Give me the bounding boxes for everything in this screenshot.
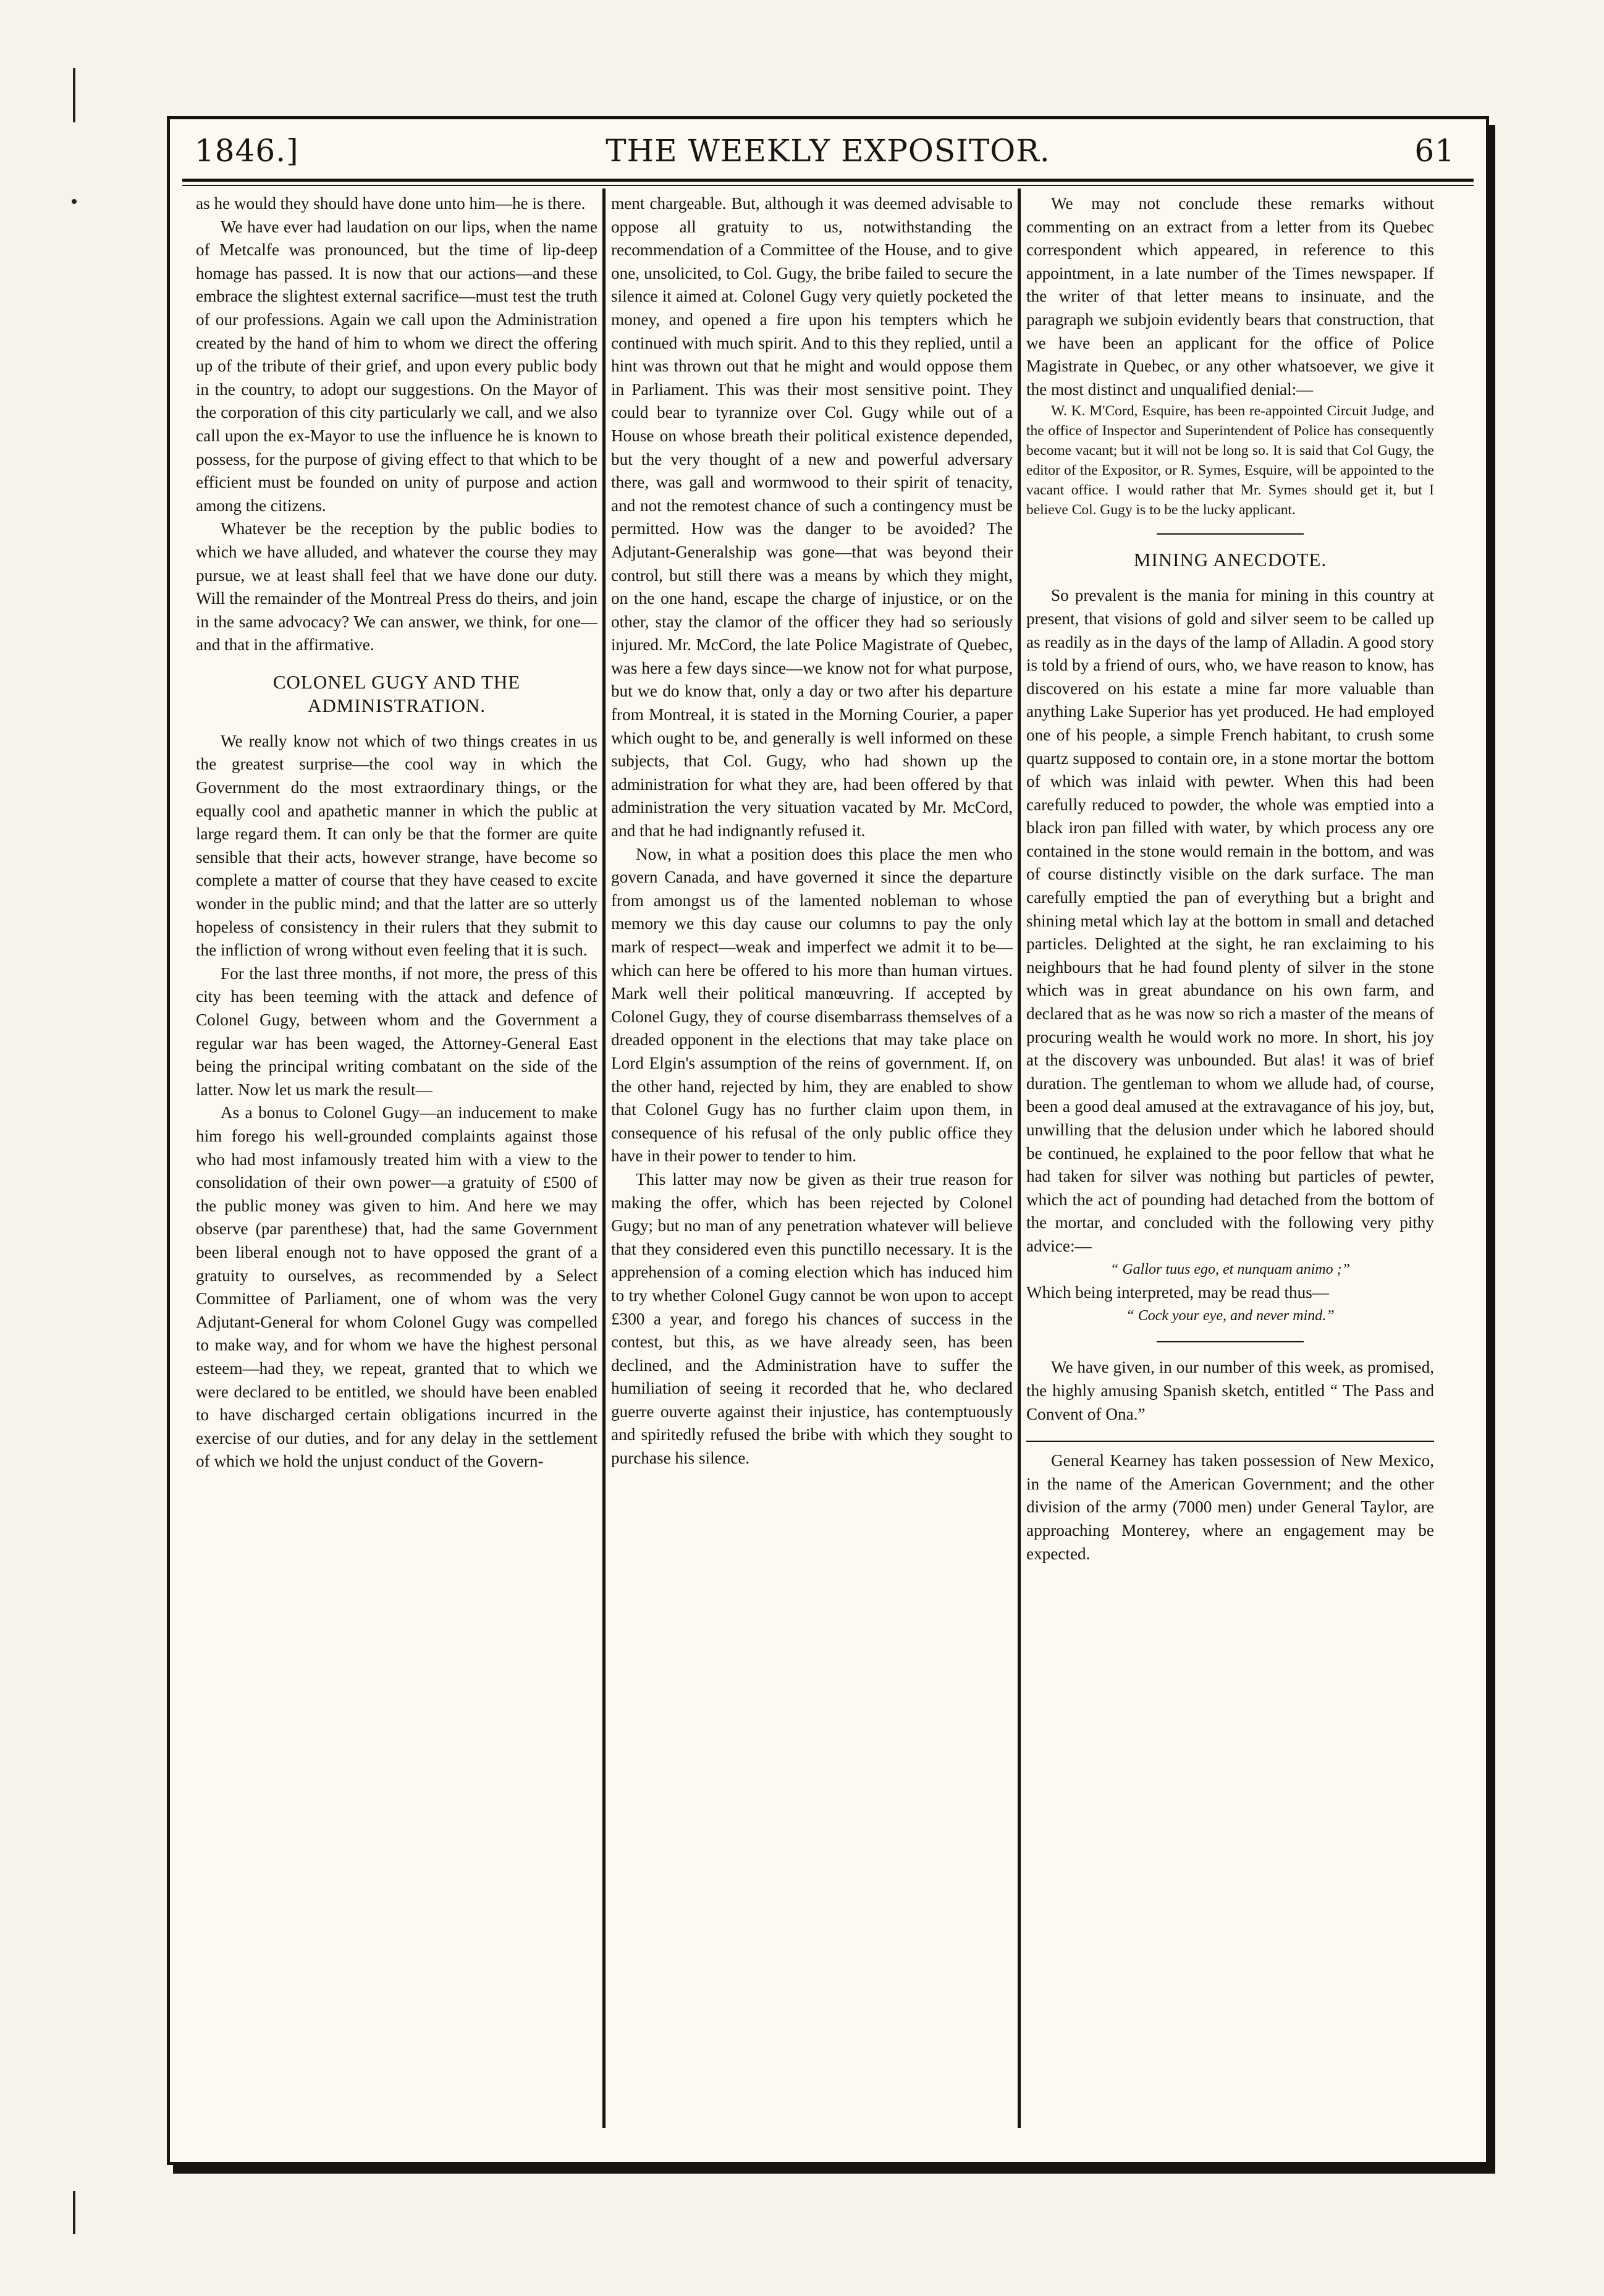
newspaper-title: THE WEEKLY EXPOSITOR. — [606, 133, 1050, 169]
margin-mark — [73, 68, 75, 122]
newspaper-page — [167, 116, 1489, 2165]
paragraph: As a bonus to Colonel Gugy—an inducement to make him forego his well-grounded complaints against those who had most infamously treated him with a view to the consolidation of their own power—a gratuity of £500 of the public money was given to him. And here we may observe (par parenthese) that, had the same Government been liberal enough not to have opposed the grant of a gratuity to ourselves, as recommended by a Select Committee of Parliament, one of whom was the very Adjutant-General for whom Colonel Gugy was compelled to make way, and for whom we have the highest personal esteem—had they, we repeat, granted that to which we were declared to be entitled, we should have been enabled to have discharged certain obligations incurred in the exercise of our duties, and for any delay in the settlement of which we hold the unjust conduct of the Govern- — [196, 1103, 597, 1471]
paragraph: ment chargeable. But, although it was deemed advisable to oppose all gratuity to us, notwithstanding the recommendation of a Committee of the House, and to give one, unsolicited, to Col. Gugy, the bribe failed to secure the silence it aimed at. Colonel Gugy very quietly pocketed the money, and opened a fire upon his tempters which he continued with much spirit. And to this they replied, until a hint was thrown out that he might and would oppose them in Parliament. This was their most sensitive point. They could bear to tyrannize over Col. Gugy while out of a House on whose breath their political existence depended, but the very thought of a new and powerful adversary there, was gall and wormwood to their spirit of tenacity, and not the remotest chance of such a contingency must be permitted. How was the danger to be avoided? The Adjutant-Generalship was gone—that was beyond their control, but still there was a means by which they might, on the one hand, escape the charge of injustice, or on the other, stay the clamor of the officer they had so seriously injured. Mr. McCord, the late Police Magistrate of Quebec, was here a few days since—we know not for what purpose, but we do know that, only a day or two after his departure from Montreal, it is stated in the Morning Courier, a paper which ought to be, and generally is well informed on these subjects, that Col. Gugy, who had shown up the administration for what they are, had been offered by that administration the very situation vacated by Mr. McCord, and that he had indignantly refused it. — [611, 194, 1013, 841]
paragraph: as he would they should have done unto him—he is there. — [196, 194, 586, 213]
column-middle — [611, 192, 1013, 2128]
section-divider — [1157, 533, 1304, 535]
page-header — [188, 133, 1467, 176]
column-rule — [602, 189, 606, 2128]
article-heading: COLONEL GUGY AND THE ADMINISTRATION. — [272, 671, 521, 716]
margin-mark — [73, 2191, 75, 2234]
article-heading: MINING ANECDOTE. — [1133, 549, 1327, 571]
paragraph: Whatever be the reception by the public bodies to which we have alluded, and whatever the course they may pursue, we at least shall feel that we have done our duty. Will the remainder of the Montreal Press do theirs, and join in the same advocacy? We can answer, we think, for one—and that in the affirmative. — [196, 519, 597, 654]
translation-quote: “ Cock your eye, and never mind.” — [1126, 1307, 1335, 1324]
column-rule — [1018, 189, 1021, 2128]
section-divider — [1157, 1341, 1304, 1342]
paragraph: We have ever had laudation on our lips, when the name of Metcalfe was pronounced, but the time of lip-deep homage has passed. It is now that our actions—and these embrace the slightest external sacrifice—must test the truth of our professions. Again we call upon the Administration created by the hand of him to whom we direct the offering up of the tribute of their grief, and upon every public body in the country, to adopt our suggestions. On the Mayor of the corporation of this city particularly we call, and we also call upon the ex-Mayor to use the influence he is known to possess, for the purpose of giving effect to that which to be efficient must be founded on unity of purpose and action among the citizens. — [196, 217, 597, 515]
latin-quote: “ Gallor tuus ego, et nunquam animo ;” — [1110, 1261, 1350, 1277]
paragraph: Which being interpreted, may be read thus— — [1026, 1283, 1329, 1302]
column-right — [1026, 192, 1434, 2128]
header-rule — [182, 179, 1474, 182]
header-year: 1846.] — [195, 133, 299, 169]
margin-mark — [72, 199, 77, 204]
paragraph: General Kearney has taken possession of New Mexico, in the name of the American Government; and the other division of the army (7000 men) under General Taylor, are approaching Monterey, where an engagement may be expected. — [1026, 1451, 1434, 1563]
paragraph: For the last three months, if not more, the press of this city has been teeming with the attack and defence of Colonel Gugy, between whom and the Government a regular war has been waged, the Attorney-General East being the principal writing combatant on the side of the latter. Now let us mark the result— — [196, 964, 597, 1099]
header-rule — [182, 185, 1474, 186]
paragraph: We may not conclude these remarks without commenting on an extract from a letter from its Quebec correspondent which appeared, in reference to this appointment, in a late number of the Times newspaper. If the writer of that letter means to insinuate, and the paragraph we subjoin evidently bears that construction, that we have been an applicant for the office of Police Magistrate in Quebec, or any other whatsoever, we give it the most distinct and unqualified denial:— — [1026, 194, 1434, 399]
paragraph: This latter may now be given as their true reason for making the offer, which has been rejected by Colonel Gugy; but no man of any penetration whatever will believe that they considered even this punctillo necessary. It is the apprehension of a coming election which has induced him to try whether Colonel Gugy cannot be won upon to accept £300 a year, and forego his chances of success in the contest, but this, as we have already seen, has been declined, and the Administration have to suffer the humiliation of seeing it recorded that he, who declared guerre ouverte against their injustice, has contemptuously and spiritedly refused the bribe with which they sought to purchase his silence. — [611, 1169, 1013, 1468]
paragraph: Now, in what a position does this place the men who govern Canada, and have governed it since the departure from amongst us of the lamented nobleman to whose memory we this day cause our columns to pay the only mark of respect—weak and imperfect we admit it to be—which can here be offered to his more than human virtues. Mark well their political manœuvring. If accepted by Colonel Gugy, they of course disembarrass themselves of a dreaded opponent in the elections that may take place on Lord Elgin's assumption of the reins of government. If, on the other hand, rejected by him, they are enabled to show that Colonel Gugy has no further claim upon them, in consequence of his refusal of the only public office they have in their power to tender to him. — [611, 844, 1013, 1166]
quoted-notice: W. K. M'Cord, Esquire, has been re-appointed Circuit Judge, and the office of Inspector and Superintendent of Police has consequently become vacant; but it will not be long so. It is said that Col Gugy, the editor of the Expositor, or R. Symes, Esquire, will be appointed to the vacant office. I would rather that Mr. Symes should get it, but I believe Col. Gugy is to be the lucky applicant. — [1026, 403, 1434, 519]
paragraph: We really know not which of two things creates in us the greatest surprise—the cool way in which the Government do the most extraordinary things, or the equally cool and apathetic manner in which the public at large regard them. It can only be that the former are quite sensible that their acts, however strange, have become so complete a matter of course that they have ceased to excite wonder in the public mind; and that the latter are so utterly hopeless of consistency in their rulers that they submit to the infliction of wrong without even feeling that it is such. — [196, 731, 597, 960]
column-left — [196, 192, 597, 2128]
section-divider — [1026, 1441, 1434, 1442]
paragraph: So prevalent is the mania for mining in this country at present, that visions of gold and silver seem to be called up as readily as in the days of the lamp of Alladin. A good story is told by a friend of ours, who, we have reason to know, has discovered on his estate a mine far more valuable than anything Lake Superior has yet produced. He had employed one of his people, a simple French habitant, to crush some quartz supposed to contain ore, in a stone mortar the bottom of which was inlaid with pewter. When this had been carefully reduced to powder, the whole was emptied into a black iron pan filled with water, by which process any ore contained in the stone would remain in the bottom, and was of course distinctly visible on the dark surface. The man carefully emptied the pan of everything but a bright and shining metal which lay at the bottom in small and detached particles. Delighted at the sight, he ran exclaiming to his neighbours that he had found plenty of silver in the stone which was in great abundance on his own farm, and declared that as he was now so rich a master of the means of procuring wealth he would work no more. In short, his joy at the discovery was unbounded. But alas! it was of brief duration. The gentleman to whom we allude had, of course, been a good deal amused at the extravagance of his joy, but, unwilling that the delusion under which he labored should be continued, he explained to the poor fellow that what he had taken for silver was nothing but particles of pewter, which the act of pounding had detached from the bottom of the mortar, and concluded with the following very pithy advice:— — [1026, 586, 1434, 1255]
page-number: 61 — [1414, 133, 1455, 169]
paragraph: We have given, in our number of this week, as promised, the highly amusing Spanish sketch, entitled “ The Pass and Convent of Ona.” — [1026, 1358, 1434, 1423]
